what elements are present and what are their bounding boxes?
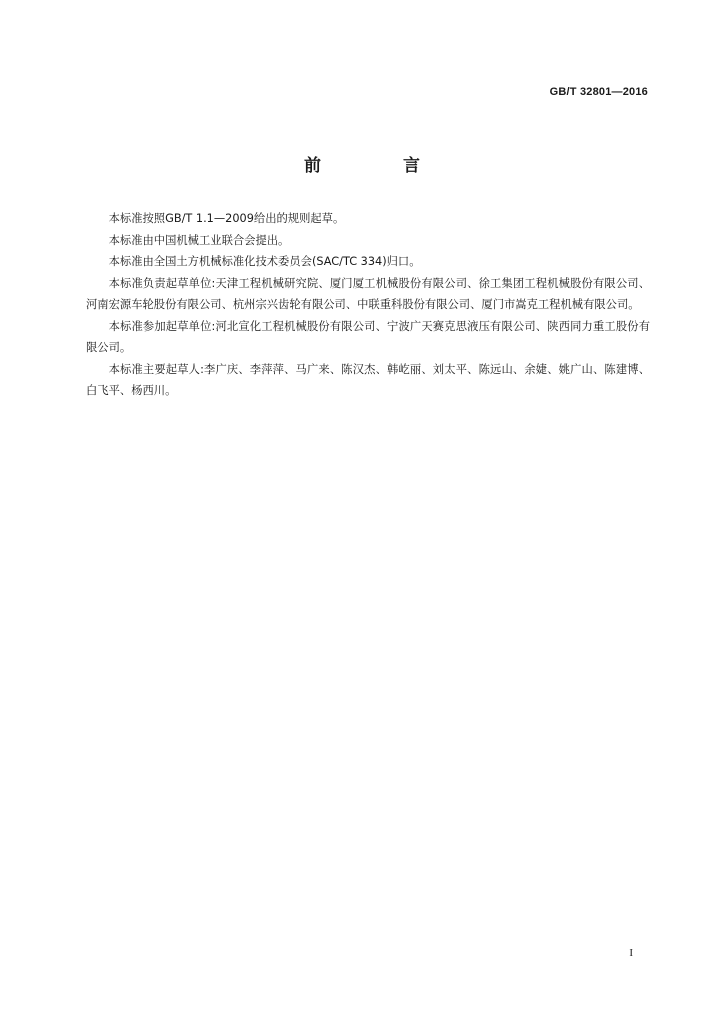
paragraph-committee: 本标准由全国土方机械标准化技术委员会(SAC/TC 334)归口。 (108, 255, 421, 268)
section-title: 前 言 (304, 156, 458, 176)
page-number: I (629, 947, 633, 959)
paragraph-lead-drafters: 本标准负责起草单位:天津工程机械研究院、厦门厦工机械股份有限公司、徐工集团工程机械股份有限公司、河南宏源车轮股份有限公司、杭州宗兴齿轮有限公司、中联重科股份有限公司、厦门市嵩克工程机械有限公司。 (86, 276, 650, 311)
paragraph-participating-drafters: 本标准参加起草单位:河北宣化工程机械股份有限公司、宁波广天赛克思液压有限公司、陕西同力重工股份有限公司。 (86, 319, 650, 354)
paragraph-main-authors: 本标准主要起草人:李广庆、李萍萍、马广来、陈汉杰、韩屹丽、刘太平、陈远山、余婕、姚广山、陈建博、白飞平、杨西川。 (86, 362, 650, 397)
foreword-body (86, 208, 650, 402)
paragraph-proposer: 本标准由中国机械工业联合会提出。 (108, 233, 290, 247)
standard-code: GB/T 32801—2016 (549, 86, 648, 98)
paragraph-drafting-rules: 本标准按照GB/T 1.1—2009给出的规则起草。 (108, 212, 345, 225)
